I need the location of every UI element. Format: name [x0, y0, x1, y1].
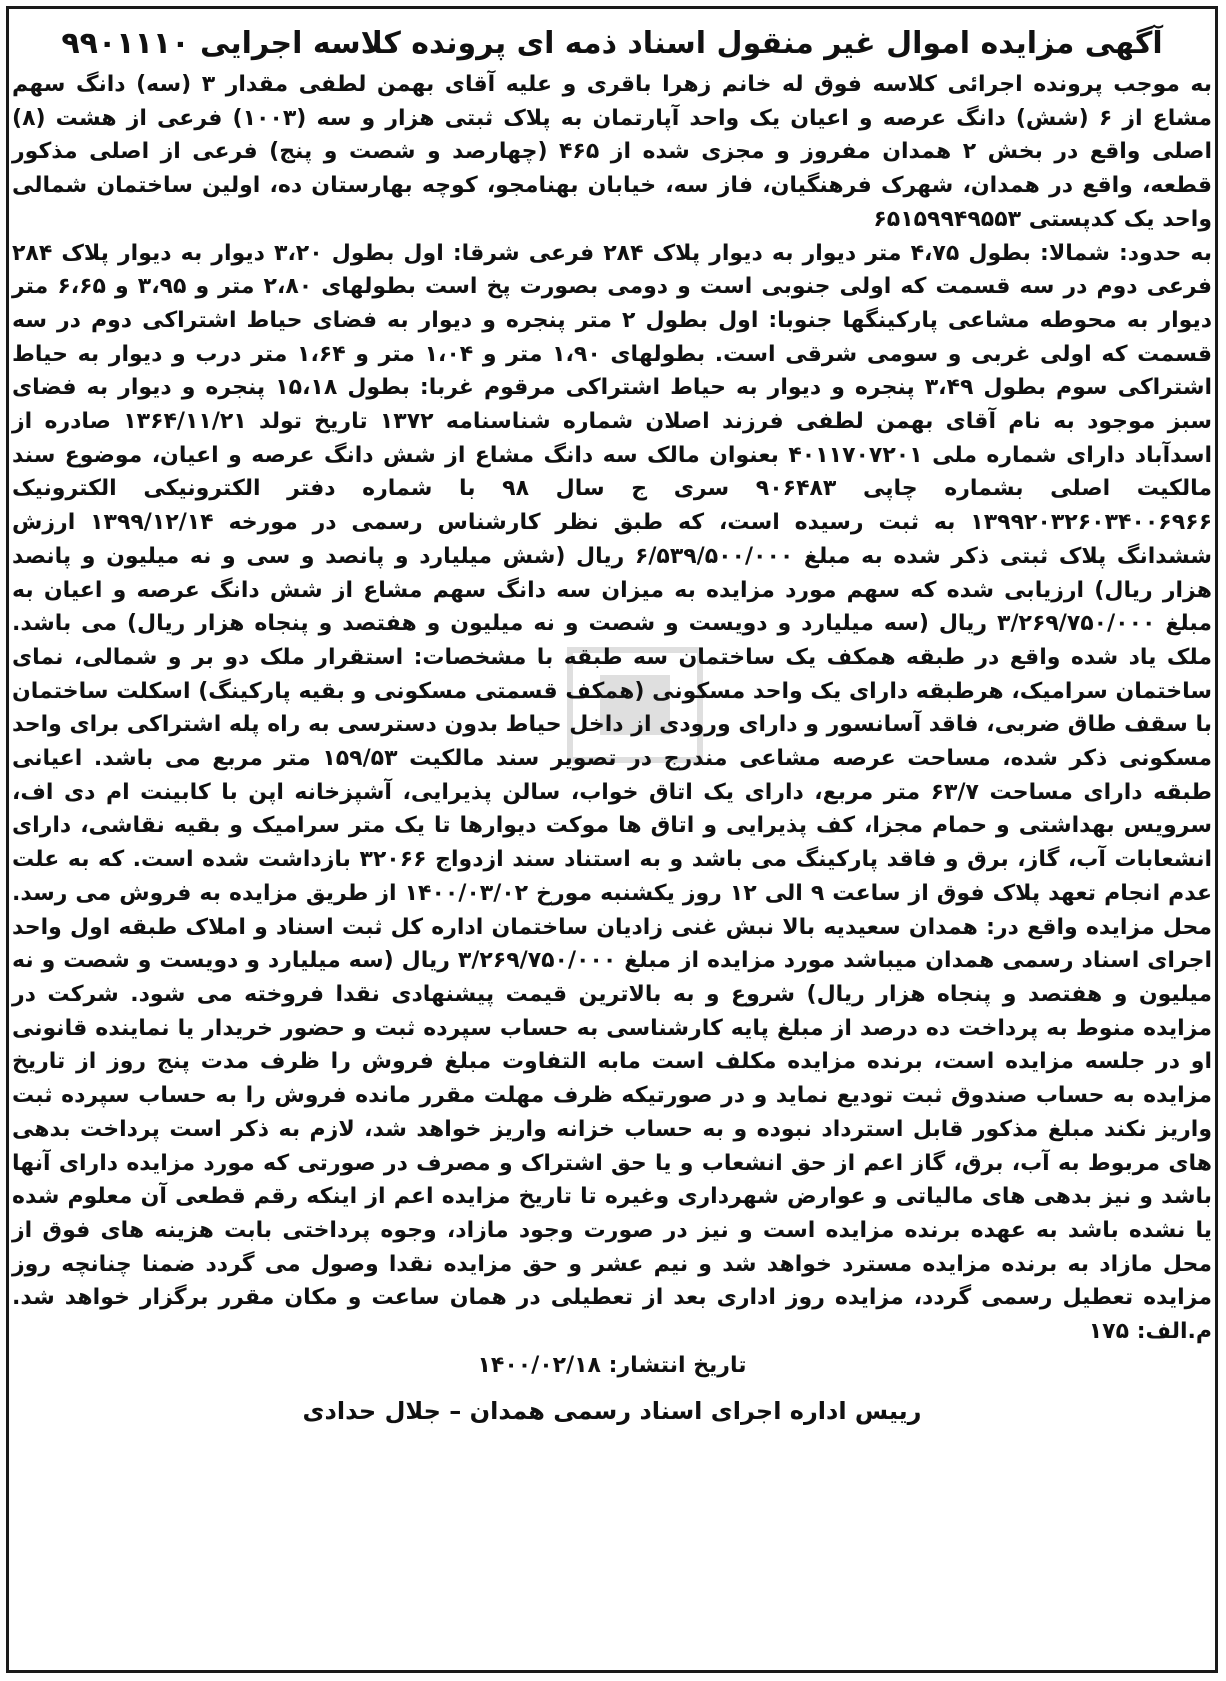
notice-title: آگهی مزایده اموال غیر منقول اسناد ذمه ای پرونده کلاسه اجرایی ۹۹۰۱۱۱۰ — [61, 26, 1163, 61]
notice-body — [12, 68, 1212, 1349]
notice-paragraph-property: به موجب پرونده اجرائی کلاسه فوق له خانم زهرا باقری و علیه آقای بهمن لطفی مقدار ۳ (سه) دانگ سهم مشاع از ۶ (شش) دانگ عرصه و اعیان یک واحد آپارتمان به پلاک ثبتی هزار و سه (۱۰۰۳) فرعی از هشت (۸) اصلی واقع در بخش ۲ همدان مفروز و مجزی شده از ۴۶۵ (چهارصد و شصت و پنج) فرعی از اصلی مذکور قطعه، واقع در همدان، شهرک فرهنگیان، فاز سه، خیابان بهنامجو، کوچه بهارستان ده، اولین ساختمان شمالی واحد یک کدپستی ۶۵۱۵۹۹۴۹۵۵۳ — [12, 72, 1213, 232]
publish-date: تاریخ انتشار: ۱۴۰۰/۰۲/۱۸ — [477, 1352, 747, 1378]
notice-paragraph-details: به حدود: شمالا: بطول ۴،۷۵ متر دیوار به دیوار پلاک ۲۸۴ فرعی شرقا: اول بطول ۳،۲۰ دیوار به دیوار پلاک ۲۸۴ فرعی دوم در سه قسمت که اولی جنوبی است و دومی بصورت پخ است بطولهای ۲،۸۰ متر و ۳،۹۵ و ۶،۶۵ متر دیوار به محوطه مشاعی پارکینگها جنوبا: اول بطول ۲ متر پنجره و دیوار به فضای حیاط اشتراکی دوم در سه قسمت که اولی غربی و سومی شرقی است. بطولهای ۱،۹۰ متر و ۱،۰۴ متر و ۱،۶۴ متر درب و دیوار به حیاط اشتراکی سوم بطول ۳،۴۹ پنجره و دیوار به حیاط اشتراکی مرقوم غربا: بطول ۱۵،۱۸ پنجره و دیوار به فضای سبز موجود به نام آقای بهمن لطفی فرزند اصلان شماره شناسنامه ۱۳۷۲ تاریخ تولد ۱۳۶۴/۱۱/۲۱ صادره از اسدآباد دارای شماره ملی ۴۰۱۱۷۰۷۲۰۱ بعنوان مالک سه دانگ مشاع از شش دانگ عرصه و اعیان، موضوع سند مالکیت اصلی بشماره چاپی ۹۰۶۴۸۳ سری ج سال ۹۸ با شماره دفتر الکترونیکی الکترونیک ۱۳۹۹۲۰۳۲۶۰۳۴۰۰۶۹۶۶ به ثبت رسیده است، که طبق نظر کارشناس رسمی در مورخه ۱۳۹۹/۱۲/۱۴ ارزش ششدانگ پلاک ثبتی ذکر شده به مبلغ ۶/۵۳۹/۵۰۰/۰۰۰ ریال (شش میلیارد و پانصد و سی و نه میلیون و پانصد هزار ریال) ارزیابی شده که سهم مورد مزایده به میزان سه دانگ سهم مشاع از شش دانگ عرصه و اعیان به مبلغ ۳/۲۶۹/۷۵۰/۰۰۰ ریال (سه میلیارد و دویست و شصت و نه میلیون و هفتصد و پنجاه هزار ریال) می باشد. ملک یاد شده واقع در طبقه همکف یک ساختمان سه طبقه با مشخصات: استقرار ملک دو بر و شمالی، نمای ساختمان سرامیک، هرطبقه دارای یک واحد مسکونی (همکف قسمتی مسکونی و بقیه پارکینگ) اسکلت ساختمان با سقف طاق ضربی، فاقد آسانسور و دارای ورودی از داخل حیاط بدون دسترسی به راه پله اشتراکی برای واحد مسکونی ذکر شده، مساحت عرصه مشاعی مندرج در تصویر سند مالکیت ۱۵۹/۵۳ متر مربع می باشد. اعیانی طبقه دارای مساحت ۶۳/۷ متر مربع، دارای یک اتاق خواب، سالن پذیرایی، آشپزخانه اپن با کابینت ام دی اف، سرویس بهداشتی و حمام مجزا، کف پذیرایی و اتاق ها موکت دیوارها تا یک متر سرامیک و بقیه نقاشی، دارای انشعابات آب، گاز، برق و فاقد پارکینگ می باشد و به استناد سند ازدواج ۳۲۰۶۶ بازداشت شده است. که به علت عدم انجام تعهد پلاک فوق از ساعت ۹ الی ۱۲ روز یکشنبه مورخ ۱۴۰۰/۰۳/۰۲ از طریق مزایده به فروش می رسد. محل مزایده واقع در: همدان سعیدیه بالا نبش غنی زادیان ساختمان اداره کل ثبت اسناد و املاک طبقه اول واحد اجرای اسناد رسمی همدان میباشد مورد مزایده از مبلغ ۳/۲۶۹/۷۵۰/۰۰۰ ریال (سه میلیارد و دویست و شصت و نه میلیون و هفتصد و پنجاه هزار ریال) شروع و به بالاترین قیمت پیشنهادی نقدا فروخته می شود. شرکت در مزایده منوط به پرداخت ده درصد از مبلغ پایه کارشناسی به حساب سپرده ثبت و حضور خریدار یا نماینده قانونی او در جلسه مزایده است، برنده مزایده مکلف است مابه التفاوت مبلغ فروش را ظرف مدت پنج روز از تاریخ مزایده به حساب صندوق ثبت تودیع نماید و در صورتیکه ظرف مهلت مقرر مانده فروش را به حساب سپرده ثبت واریز نکند مبلغ مذکور قابل استرداد نبوده و به حساب خزانه واریز خواهد شد، لازم به ذکر است پرداخت بدهی های مربوط به آب، برق، گاز اعم از حق انشعاب و یا حق اشتراک و مصرف در صورتی که مورد مزایده دارای آنها باشد و نیز بدهی های مالیاتی و عوارض شهرداری وغیره تا تاریخ مزایده اعم از اینکه رقم قطعی آن معلوم شده یا نشده باشد به عهده برنده مزایده است و نیز در صورت وجود مازاد، وجوه پرداختی بابت هزینه های فوق از محل مازاد به برنده مزایده مسترد خواهد شد و نیم عشر و حق مزایده نقدا وصول می گردد ضمنا چنانچه روز مزایده تعطیل رسمی گردد، مزایده روز اداری بعد از تعطیلی در همان ساعت و مکان مقرر برگزار خواهد شد. م.الف: ۱۷۵ — [12, 240, 1213, 1345]
auction-notice — [12, 22, 1212, 1431]
signature-line: رییس اداره اجرای اسناد رسمی همدان – جلال حدادی — [302, 1396, 922, 1425]
